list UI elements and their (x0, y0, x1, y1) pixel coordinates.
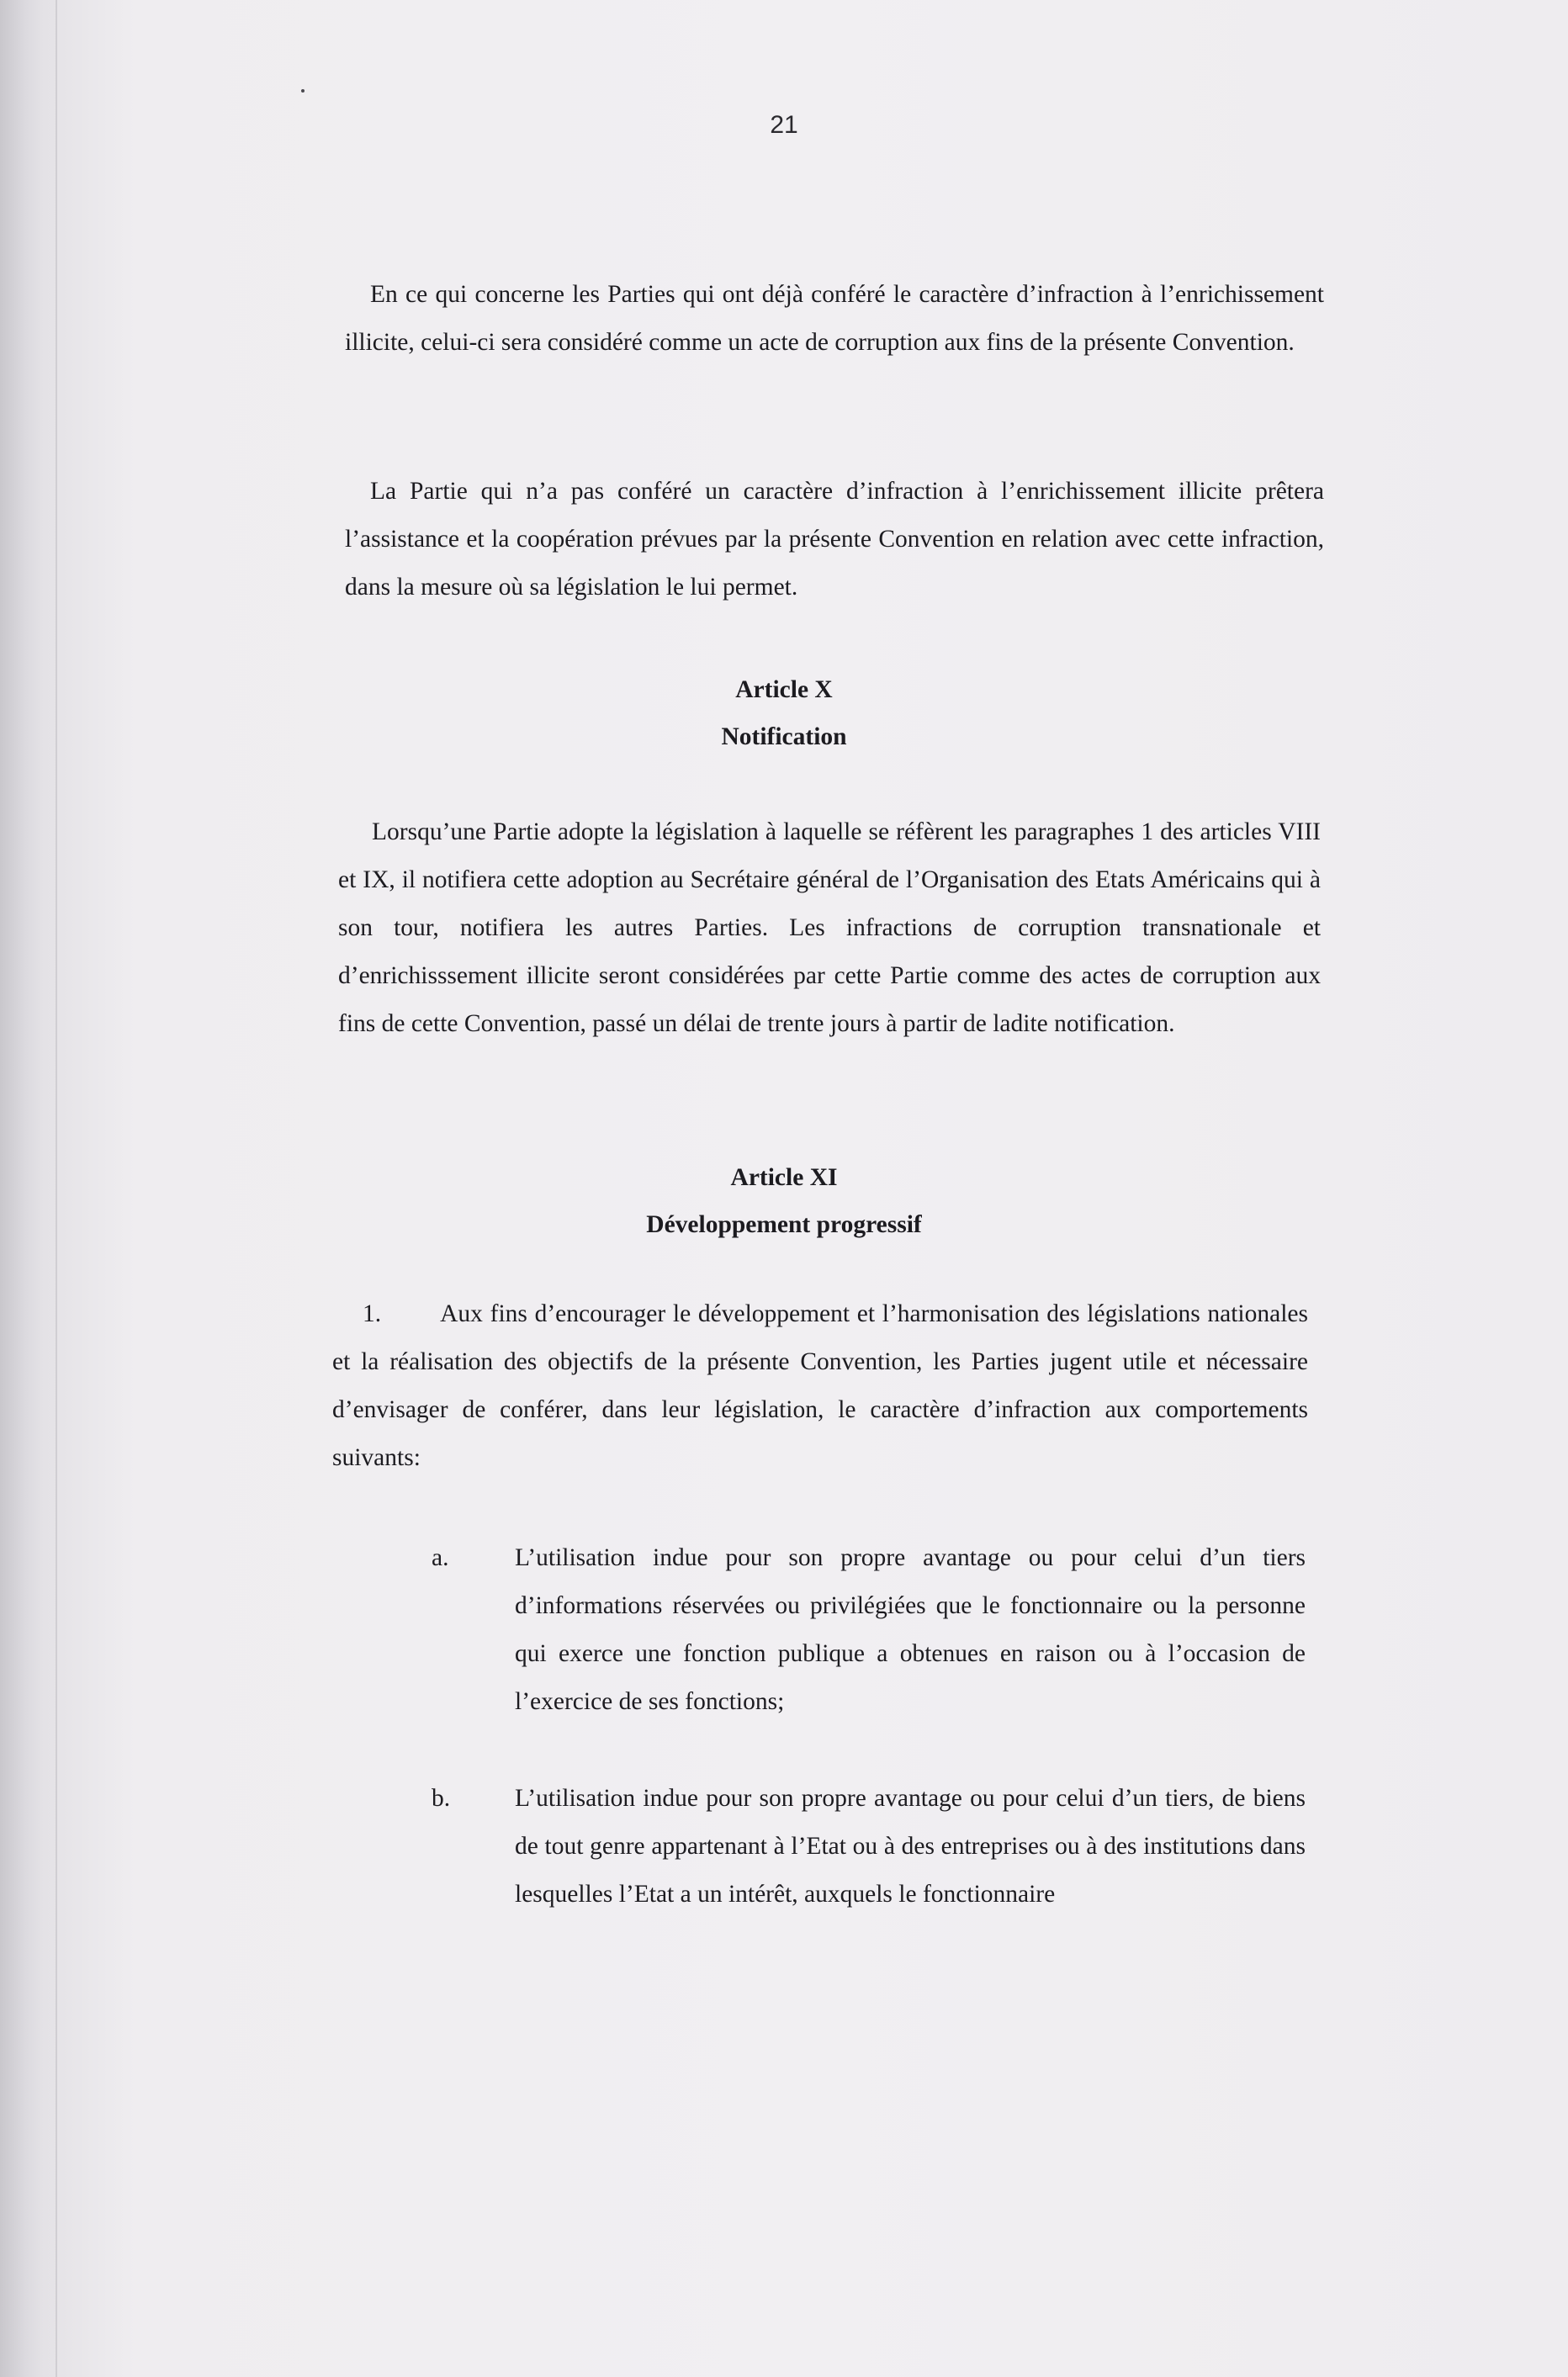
article-xi-paragraph-1 (332, 1290, 1308, 1482)
article-xi-title: Article XI (730, 1164, 838, 1191)
paragraph-enrichment-parties: En ce qui concerne les Parties qui ont déjà conféré le caractère d’infraction à l’enrichissement illicite, celui-ci sera considéré comme un acte de corruption aux fins de la présente Convention. (345, 281, 1324, 356)
paragraph-assistance: La Partie qui n’a pas conféré un caractère d’infraction à l’enrichissement illicite prêtera l’assistance et la coopération prévues par la présente Convention en relation avec cette infraction, dans la mesure où sa législation le lui permet. (345, 478, 1324, 601)
article-x-text: Lorsqu’une Partie adopte la législation à laquelle se réfèrent les paragraphes 1 des articles VIII et IX, il notifiera cette adoption au Secrétaire général de l’Organisation des Etats Américains qui à son tour, notifiera les autres Parties. Les infractions de corruption transnationale et d’enrichisssement illicite seront considérées par cette Partie comme des actes de corruption aux fins de cette Convention, passé un délai de trente jours à partir de ladite notification. (338, 818, 1321, 1037)
paragraph-number: 1. (363, 1300, 382, 1327)
page-number: 21 (770, 111, 798, 139)
article-xi-subtitle: Développement progressif (646, 1211, 922, 1238)
item-label-b: b. (432, 1785, 451, 1812)
scan-speck (301, 89, 305, 93)
article-x-title: Article X (735, 676, 833, 703)
item-text-a: L’utilisation indue pour son propre avantage ou pour celui d’un tiers d’informations réservées ou privilégiées que le fonctionnaire ou la personne qui exerce une fonction publique a obtenues en raison ou à l’occasion de l’exercice de ses fonctions; (515, 1544, 1306, 1715)
item-label-a: a. (432, 1544, 449, 1571)
item-text-b: L’utilisation indue pour son propre avantage ou pour celui d’un tiers, de biens de tout genre appartenant à l’Etat ou à des entreprises ou à des institutions dans lesquelles l’Etat a un intérêt, auxquels le fonctionnaire (515, 1785, 1306, 1908)
article-x-subtitle: Notification (721, 723, 847, 750)
article-xi-heading (0, 1154, 1568, 1248)
article-x-heading (0, 666, 1568, 760)
paragraph-1-text: Aux fins d’encourager le développement et l’harmonisation des législations nationales et la réalisation des objectifs de la présente Convention, les Parties jugent utile et nécessaire d’envisager de conférer, dans leur législation, le caractère d’infraction aux comportements suivants: (332, 1300, 1308, 1471)
